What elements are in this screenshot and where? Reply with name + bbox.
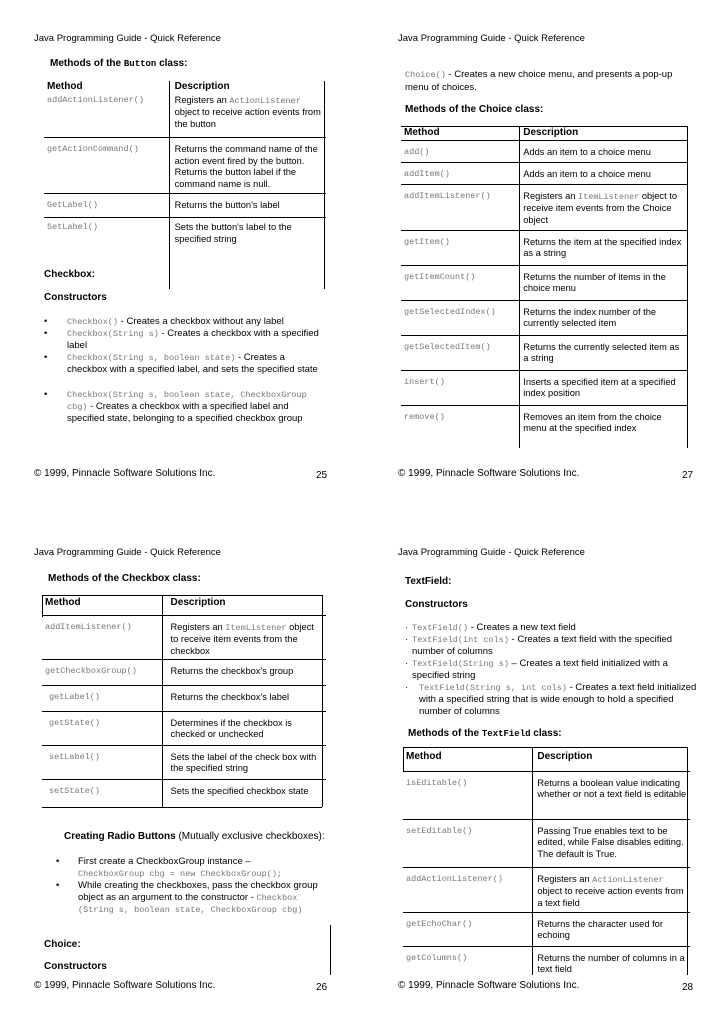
constructors-heading: Constructors	[44, 961, 107, 972]
table-divider	[532, 747, 533, 975]
table-row: addActionListener() Registers an ActionListener object to receive action events from a text field	[403, 867, 690, 912]
choice-methods-table	[401, 123, 688, 438]
choice-intro: Choice() - Creates a new choice menu, and presents a pop-up menu of choices.	[405, 69, 673, 93]
table-top-border	[42, 595, 322, 596]
section-title: Methods of the Checkbox class:	[48, 573, 201, 584]
page-25: Java Programming Guide - Quick Reference Methods of the Button class: Method Description addActionListener() Registers an ActionListener object to receive action events from the button getActionCommand() Returns the command name of the action event fired by the button. Returns the button label if the command name is null. GetLabel() Returns the button's label SetLabel() Sets the button's label to the specified string Checkbox: Constructors • Checkbox() - Creates a checkbox without any label • Checkbox(String s) - Creates a checkbox with a specified label • Checkbox(String s, boolean state) - Creates a checkbox with a specified label, and sets the specified state • Checkbox(String s, boolean state, CheckboxGroup cbg) - Creates a checkbox with a specified label and specified state, belonging to a specified checkbox group © 1999, Pinnacle Software Solutions Inc. 25	[34, 33, 328, 481]
page-number: 27	[682, 470, 694, 481]
table-row: setState() Sets the specified checkbox state	[42, 779, 326, 803]
table-divider	[519, 126, 520, 448]
page-footer: © 1999, Pinnacle Software Solutions Inc.	[34, 980, 216, 991]
section-title: Methods of the Choice class:	[405, 104, 544, 115]
checkbox-methods-table	[42, 593, 326, 803]
table-row: getState() Determines if the checkbox is checked or unchecked	[42, 711, 326, 745]
table-border	[687, 747, 688, 975]
button-methods-table	[44, 77, 326, 248]
table-header: Method Description	[406, 751, 593, 762]
table-row: getCheckboxGroup() Returns the checkbox's group	[42, 659, 326, 685]
table-row: addItemListener() Registers an ItemListener object to receive item events from the Choice object	[401, 184, 688, 230]
table-border	[322, 595, 323, 807]
section-title: Methods of the Button class:	[50, 58, 188, 69]
page-header: Java Programming Guide - Quick Reference	[398, 33, 585, 44]
table-row: getEchoChar() Returns the character used for echoing	[403, 912, 690, 946]
table-top-border	[403, 747, 688, 748]
table-header: Method Description	[45, 597, 226, 608]
page-number: 25	[316, 470, 328, 481]
textfield-heading: TextField:	[405, 576, 452, 587]
page-26: Java Programming Guide - Quick Reference Methods of the Checkbox class: Method Description addItemListener() Registers an ItemListener object to receive item events from the checkbox getCheckboxGroup() Returns the checkbox's group getLabel() Returns the checkbox's label getState() Determines if the checkbox is checked or unchecked setLabel() Sets the label of the check box with the specified string setState() Sets the specified checkbox state Creating Radio Buttons (Mutually exclusive checkboxes): • First create a CheckboxGroup instance – CheckboxGroup cbg = new CheckboxGroup(); • While creating the checkboxes, pass the checkbox group object as an argument to the constructor - Checkbox (String s, boolean state, CheckboxGroup cbg) Choice: Constructors © 1999, Pinnacle Software Solutions Inc. 26	[34, 547, 364, 1007]
table-row: GetLabel() Returns the button's label	[44, 194, 326, 218]
table-left-border	[42, 595, 43, 617]
page-header: Java Programming Guide - Quick Reference	[34, 547, 221, 558]
section-title: Methods of the TextField class:	[408, 728, 562, 739]
table-row: addItem() Adds an item to a choice menu	[401, 162, 688, 184]
page-number: 28	[682, 982, 694, 993]
table-top-border	[401, 126, 688, 127]
table-row: SetLabel() Sets the button's label to the specified string	[44, 218, 326, 248]
table-row: add() Adds an item to a choice menu	[401, 140, 688, 162]
table-row: insert() Inserts a specified item at a specified index position	[401, 370, 688, 405]
page-28: Java Programming Guide - Quick Reference TextField: Constructors · TextField() - Creates a new text field · TextField(int cols) - Creates a text field with the specified number of columns · TextField(String s) – Creates a text field initialized with a specified string · TextField(String s, int cols) - Creates a text field initialized with a specified string that is wide enough to hold a specified number of columns Methods of the TextField class: Method Description isEditable() Returns a boolean value indicating whether or not a text field is editable setEditable() Passing True enables text to be edited, while False disables editing. The default is True. addActionListener() Registers an ActionListener object to receive action events from a text field getEchoChar() Returns the character used for echoing getColumns() Returns the number of columns in a text field © 1999, Pinnacle Software Solutions Inc. 28	[398, 547, 697, 993]
table-row: getItem() Returns the item at the specified index as a string	[401, 230, 688, 265]
table-row: addItemListener() Registers an ItemListener object to receive item events from the checkbox	[42, 615, 326, 659]
radio-buttons-heading: Creating Radio Buttons (Mutually exclusive checkboxes):	[64, 831, 325, 842]
table-left-border	[403, 747, 404, 771]
table-bottom-border	[42, 807, 322, 808]
textfield-methods-table	[403, 747, 690, 977]
page-number: 26	[316, 982, 328, 993]
page-header: Java Programming Guide - Quick Reference	[398, 547, 585, 558]
table-row: addActionListener() Registers an ActionListener object to receive action events from the button	[47, 94, 321, 129]
table-row: getActionCommand() Returns the command name of the action event fired by the button. Returns the button label if the command name is null.	[44, 138, 326, 194]
table-header: Method Description	[47, 81, 230, 92]
page-footer: © 1999, Pinnacle Software Solutions Inc.	[398, 980, 580, 991]
table-row: getItemCount() Returns the number of items in the choice menu	[401, 265, 688, 300]
constructors-heading: Constructors	[44, 292, 107, 303]
page-edge	[330, 925, 331, 975]
checkbox-heading: Checkbox:	[44, 269, 96, 280]
page-header: Java Programming Guide - Quick Reference	[34, 33, 221, 44]
table-divider	[169, 81, 170, 289]
table-border	[687, 126, 688, 448]
table-row: isEditable() Returns a boolean value indicating whether or not a text field is editable	[403, 771, 690, 819]
table-row: remove() Removes an item from the choice menu at the specified index	[401, 405, 688, 438]
constructors-heading: Constructors	[405, 599, 468, 610]
table-row: getLabel() Returns the checkbox's label	[42, 685, 326, 711]
table-row: getSelectedItem() Returns the currently selected item as a string	[401, 335, 688, 370]
table-row: getColumns() Returns the number of columns in a text field	[403, 946, 690, 977]
table-row: getSelectedIndex() Returns the index number of the currently selected item	[401, 300, 688, 335]
table-divider	[162, 595, 163, 807]
table-row: setEditable() Passing True enables text to be edited, while False disables editing. The default is True.	[403, 819, 690, 867]
table-border	[324, 81, 325, 289]
table-header: Method Description	[404, 127, 579, 138]
choice-heading: Choice:	[44, 939, 81, 950]
table-row: setLabel() Sets the label of the check box with the specified string	[42, 745, 326, 779]
page-footer: © 1999, Pinnacle Software Solutions Inc.	[34, 468, 216, 479]
page-27	[398, 33, 728, 483]
page-footer: © 1999, Pinnacle Software Solutions Inc.	[398, 468, 580, 479]
